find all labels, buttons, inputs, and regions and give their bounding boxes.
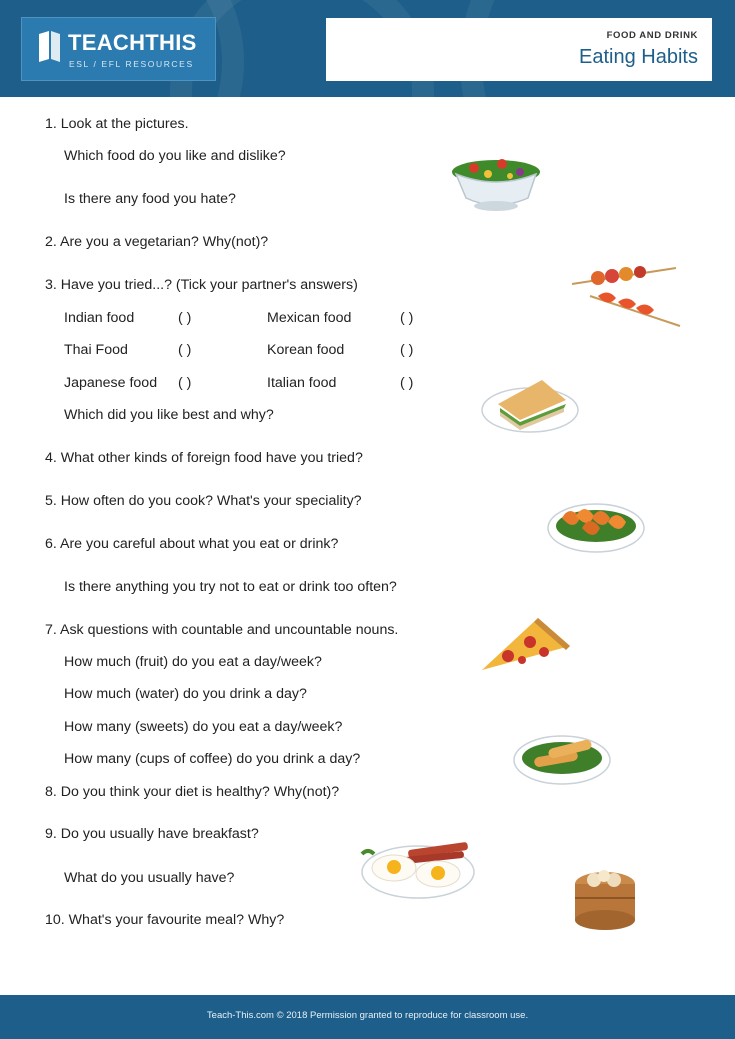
logo-title: TEACHTHIS xyxy=(68,30,197,55)
salad-icon xyxy=(450,150,550,216)
tick-box-indian[interactable]: ( ) xyxy=(178,310,192,326)
question-2: 2. Are you a vegetarian? Why(not)? xyxy=(45,234,269,250)
food-option-mexican: Mexican food xyxy=(267,310,352,326)
footer-banner xyxy=(0,995,735,1039)
kebab-icon xyxy=(570,262,682,332)
question-6b: Is there anything you try not to eat or drink too often? xyxy=(64,579,397,595)
pizza-slice-icon xyxy=(478,612,574,678)
food-option-japanese: Japanese food xyxy=(64,375,158,391)
dumplings-plate-icon xyxy=(546,488,650,560)
question-3b: Which did you like best and why? xyxy=(64,407,274,423)
worksheet-category: FOOD AND DRINK xyxy=(606,30,698,41)
question-6: 6. Are you careful about what you eat or drink? xyxy=(45,536,339,552)
question-1b: Is there any food you hate? xyxy=(64,191,236,207)
tick-box-japanese[interactable]: ( ) xyxy=(178,375,192,391)
spring-rolls-icon xyxy=(512,726,612,788)
tick-box-korean[interactable]: ( ) xyxy=(400,342,414,358)
question-1: 1. Look at the pictures. xyxy=(45,116,189,132)
fried-eggs-bacon-icon xyxy=(356,832,476,902)
question-4: 4. What other kinds of foreign food have you tried? xyxy=(45,450,363,466)
question-7b: How much (water) do you drink a day? xyxy=(64,686,307,702)
question-8: 8. Do you think your diet is healthy? Why(not)? xyxy=(45,784,340,800)
question-7d: How many (cups of coffee) do you drink a day? xyxy=(64,751,361,767)
tick-box-italian[interactable]: ( ) xyxy=(400,375,414,391)
question-7: 7. Ask questions with countable and uncountable nouns. xyxy=(45,622,399,638)
question-9b: What do you usually have? xyxy=(64,870,235,886)
worksheet-title: Eating Habits xyxy=(579,46,698,68)
tick-box-mexican[interactable]: ( ) xyxy=(400,310,414,326)
question-7a: How much (fruit) do you eat a day/week? xyxy=(64,654,322,670)
question-10: 10. What's your favourite meal? Why? xyxy=(45,912,285,928)
food-option-thai: Thai Food xyxy=(64,342,128,358)
dim-sum-basket-icon xyxy=(570,862,640,932)
question-3: 3. Have you tried...? (Tick your partner's answers) xyxy=(45,277,358,293)
tick-box-thai[interactable]: ( ) xyxy=(178,342,192,358)
sandwich-icon xyxy=(480,372,582,438)
question-7c: How many (sweets) do you eat a day/week? xyxy=(64,719,343,735)
food-option-italian: Italian food xyxy=(267,375,337,391)
footer-copyright: Teach-This.com © 2018 Permission granted to reproduce for classroom use. xyxy=(206,1010,529,1021)
logo-subtitle: ESL / EFL RESOURCES xyxy=(69,59,194,69)
food-option-indian: Indian food xyxy=(64,310,135,326)
question-5: 5. How often do you cook? What's your speciality? xyxy=(45,493,362,509)
question-1a: Which food do you like and dislike? xyxy=(64,148,286,164)
question-9: 9. Do you usually have breakfast? xyxy=(45,826,259,842)
food-option-korean: Korean food xyxy=(267,342,345,358)
